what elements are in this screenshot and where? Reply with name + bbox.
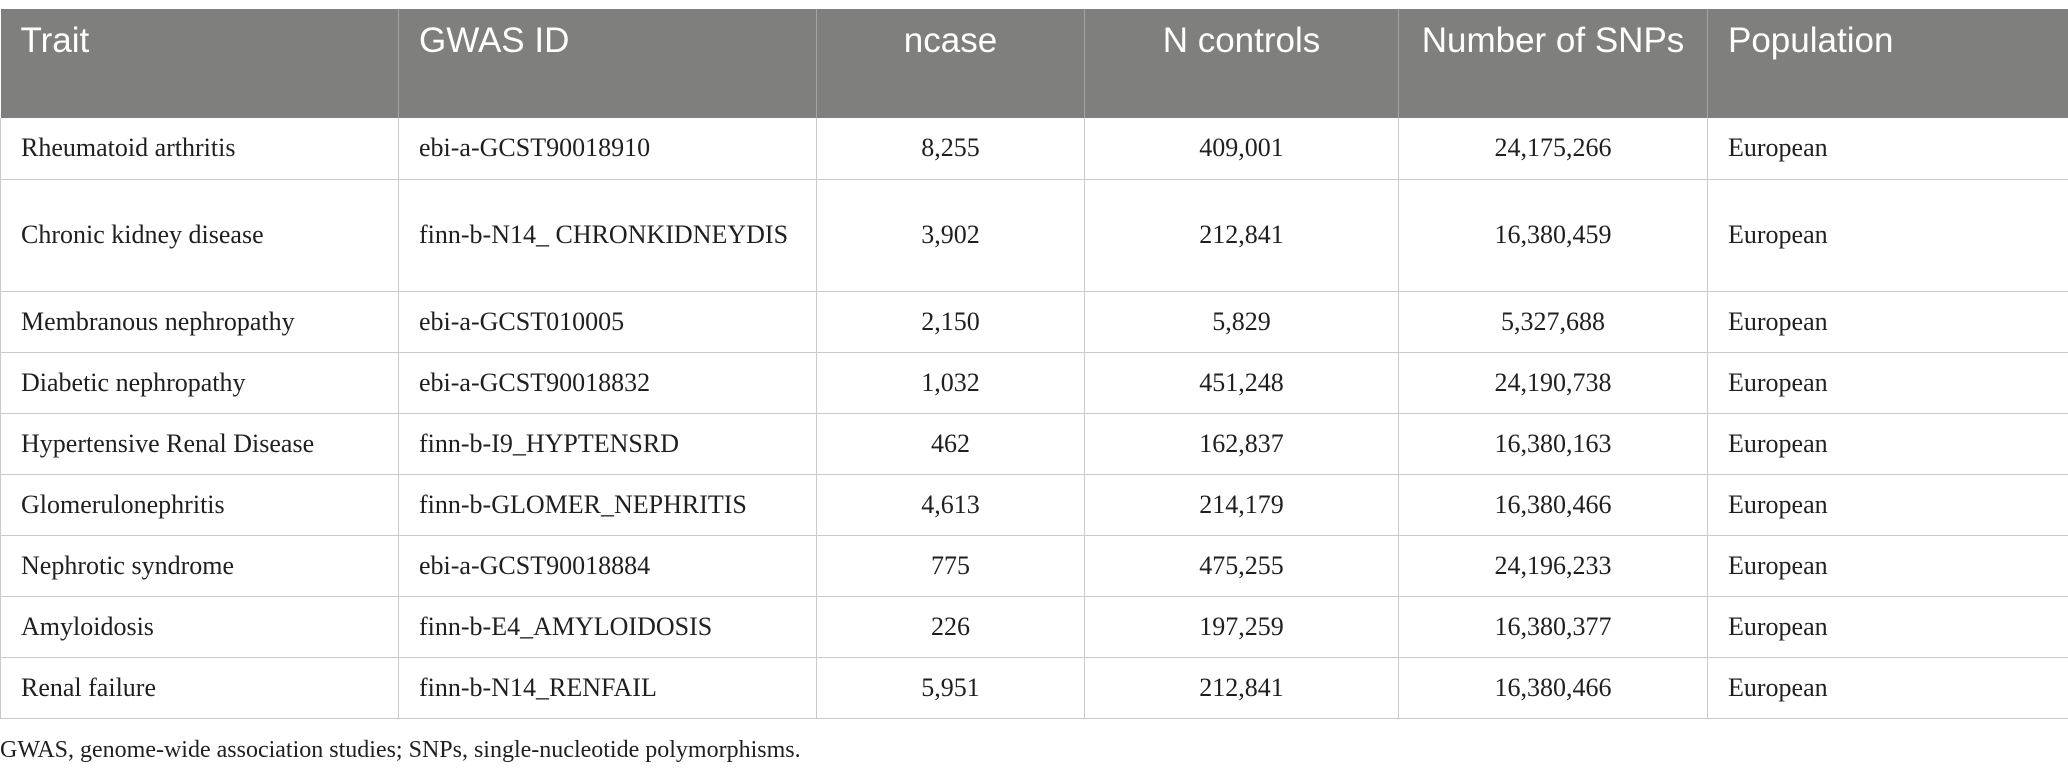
cell-n-controls: 475,255	[1085, 535, 1399, 596]
cell-trait: Amyloidosis	[1, 596, 399, 657]
header-trait: Trait	[1, 9, 399, 118]
cell-n-controls: 197,259	[1085, 596, 1399, 657]
cell-n-controls: 162,837	[1085, 413, 1399, 474]
cell-number-of-snps: 16,380,466	[1399, 657, 1708, 718]
cell-ncase: 1,032	[817, 352, 1085, 413]
table-row	[1, 118, 2068, 179]
cell-gwas-id: finn-b-N14_RENFAIL	[399, 657, 817, 718]
cell-gwas-id: finn-b-E4_AMYLOIDOSIS	[399, 596, 817, 657]
cell-number-of-snps: 5,327,688	[1399, 291, 1708, 352]
table-row	[1, 352, 2068, 413]
cell-number-of-snps: 16,380,459	[1399, 179, 1708, 291]
cell-ncase: 5,951	[817, 657, 1085, 718]
cell-gwas-id: ebi-a-GCST90018832	[399, 352, 817, 413]
table-footnote: GWAS, genome-wide association studies; SNPs, single-nucleotide polymorphisms.	[0, 737, 801, 763]
cell-n-controls: 451,248	[1085, 352, 1399, 413]
cell-number-of-snps: 16,380,466	[1399, 474, 1708, 535]
cell-population: European	[1708, 596, 2068, 657]
table-row	[1, 413, 2068, 474]
cell-trait: Hypertensive Renal Disease	[1, 413, 399, 474]
cell-ncase: 775	[817, 535, 1085, 596]
cell-population: European	[1708, 413, 2068, 474]
gwas-table	[0, 9, 2068, 719]
cell-n-controls: 212,841	[1085, 179, 1399, 291]
table-row	[1, 596, 2068, 657]
cell-trait: Renal failure	[1, 657, 399, 718]
header-row	[1, 9, 2068, 118]
cell-ncase: 226	[817, 596, 1085, 657]
cell-number-of-snps: 24,190,738	[1399, 352, 1708, 413]
cell-number-of-snps: 24,175,266	[1399, 118, 1708, 179]
data-table-container	[0, 9, 2068, 719]
cell-population: European	[1708, 179, 2068, 291]
cell-population: European	[1708, 352, 2068, 413]
header-gwas-id: GWAS ID	[399, 9, 817, 118]
cell-gwas-id: ebi-a-GCST010005	[399, 291, 817, 352]
cell-trait: Glomerulonephritis	[1, 474, 399, 535]
cell-ncase: 462	[817, 413, 1085, 474]
cell-trait: Membranous nephropathy	[1, 291, 399, 352]
cell-population: European	[1708, 118, 2068, 179]
cell-population: European	[1708, 291, 2068, 352]
cell-ncase: 3,902	[817, 179, 1085, 291]
cell-trait: Diabetic nephropathy	[1, 352, 399, 413]
cell-trait: Rheumatoid arthritis	[1, 118, 399, 179]
header-n-controls: N controls	[1085, 9, 1399, 118]
table-row	[1, 179, 2068, 291]
cell-n-controls: 212,841	[1085, 657, 1399, 718]
cell-population: European	[1708, 474, 2068, 535]
cell-gwas-id: ebi-a-GCST90018884	[399, 535, 817, 596]
cell-number-of-snps: 16,380,377	[1399, 596, 1708, 657]
header-ncase: ncase	[817, 9, 1085, 118]
table-row	[1, 474, 2068, 535]
table-row	[1, 657, 2068, 718]
header-population: Population	[1708, 9, 2068, 118]
table-row	[1, 291, 2068, 352]
cell-trait: Chronic kidney disease	[1, 179, 399, 291]
cell-n-controls: 5,829	[1085, 291, 1399, 352]
cell-n-controls: 409,001	[1085, 118, 1399, 179]
cell-ncase: 4,613	[817, 474, 1085, 535]
cell-gwas-id: finn-b-I9_HYPTENSRD	[399, 413, 817, 474]
cell-population: European	[1708, 657, 2068, 718]
table-body	[1, 118, 2068, 718]
cell-ncase: 2,150	[817, 291, 1085, 352]
table-header	[1, 9, 2068, 118]
cell-number-of-snps: 24,196,233	[1399, 535, 1708, 596]
table-row	[1, 535, 2068, 596]
cell-n-controls: 214,179	[1085, 474, 1399, 535]
cell-trait: Nephrotic syndrome	[1, 535, 399, 596]
cell-ncase: 8,255	[817, 118, 1085, 179]
header-number-of-snps: Number of SNPs	[1399, 9, 1708, 118]
cell-number-of-snps: 16,380,163	[1399, 413, 1708, 474]
cell-gwas-id: ebi-a-GCST90018910	[399, 118, 817, 179]
cell-gwas-id: finn-b-N14_ CHRONKIDNEYDIS	[399, 179, 817, 291]
cell-population: European	[1708, 535, 2068, 596]
cell-gwas-id: finn-b-GLOMER_NEPHRITIS	[399, 474, 817, 535]
